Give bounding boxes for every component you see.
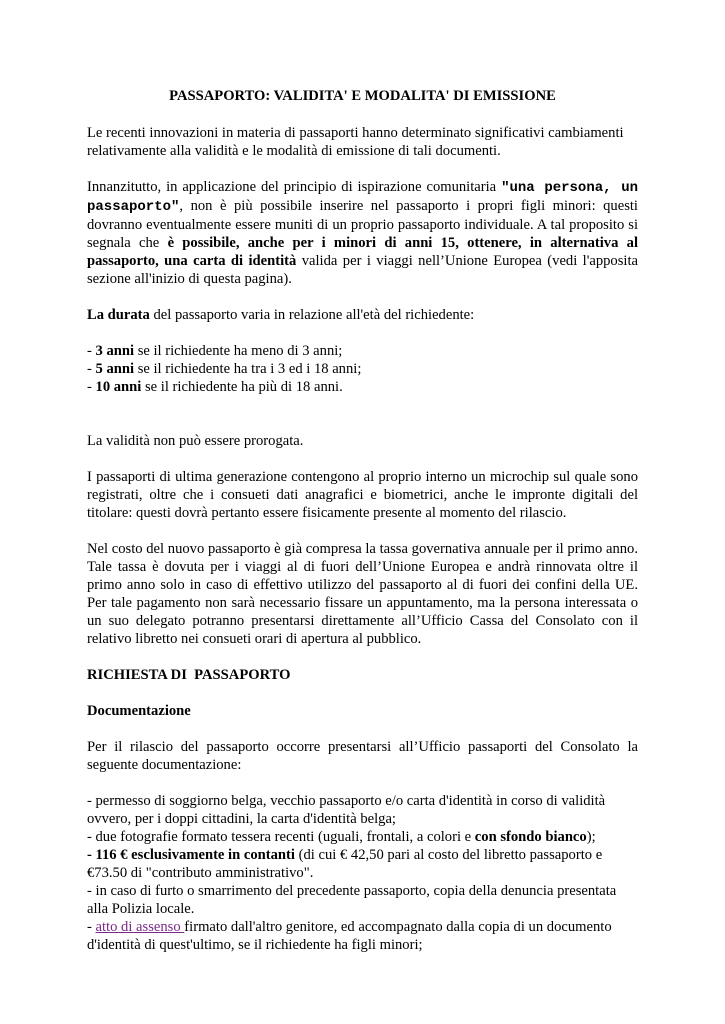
duration-value: 3 anni [95, 343, 135, 359]
microchip-paragraph: I passaporti di ultima generazione contengono al proprio interno un microchip sul quale sono registrati, oltre che i consueti dati anagrafici e biometrici, anche le impronte digitali del titolare: questi dovrà pertanto essere fisicamente presente al momento del rilascio. [87, 469, 638, 521]
duration-condition: se il richiedente ha tra i 3 ed i 18 anni; [134, 361, 362, 377]
duration-condition: se il richiedente ha meno di 3 anni; [134, 343, 343, 359]
document-item [87, 828, 638, 846]
extension-paragraph: La validità non può essere prorogata. [87, 433, 304, 449]
duration-list [87, 342, 638, 396]
list-dash: - [87, 343, 96, 359]
duration-item [87, 360, 638, 378]
intro-paragraph: Le recenti innovazioni in materia di passaporti hanno determinato significativi cambiamenti relativamente alla validità e le modalità di emissione di tali documenti. [87, 125, 624, 159]
duration-condition: se il richiedente ha più di 18 anni. [141, 379, 343, 395]
document-highlight: con sfondo bianco [474, 829, 587, 845]
cost-paragraph: Nel costo del nuovo passaporto è già compresa la tassa governativa annuale per il primo anno. Tale tassa è dovuta per i viaggi al di fuori dell’Unione Europea e andrà rinnovata oltre il primo anno solo in caso di effettivo utilizzo del passaporto al di fuori dei confini della UE. Per tale pagamento non sarà necessario fissare un appuntamento, ma la persona interessata o un suo delegato potranno presentarsi direttamente all’Ufficio Cassa del Consolato con il relativo libretto nei consueti orari di apertura al pubblico. [87, 541, 638, 647]
duration-intro [87, 306, 638, 324]
list-dash: - [87, 919, 96, 935]
document-item: - in caso di furto o smarrimento del precedente passaporto, copia della denuncia presentata alla Polizia locale. [87, 883, 617, 917]
document-item: - permesso di soggiorno belga, vecchio passaporto e/o carta d'identità in corso di validità ovvero, per i doppi cittadini, la carta d'identità belga; [87, 793, 606, 827]
duration-label: La durata [87, 307, 150, 323]
release-paragraph: Per il rilascio del passaporto occorre presentarsi all’Ufficio passaporti del Consolato la seguente documentazione: [87, 739, 638, 773]
list-dash: - [87, 379, 96, 395]
principle-paragraph [87, 178, 638, 288]
consent-form-link[interactable]: atto di assenso [95, 919, 185, 935]
principle-highlight: è possibile, anche per i minori di anni 15, ottenere, in alternativa al passaporto, una carta di identità [87, 235, 638, 269]
request-heading: RICHIESTA DI PASSAPORTO [87, 667, 291, 683]
list-dash: - [87, 361, 96, 377]
document-page [87, 87, 638, 954]
document-text: (di cui € 42,50 pari al costo del libretto passaporto e €73.50 di "contributo amministrativo". [87, 847, 603, 881]
principle-text-2: , non è più possibile inserire nel passaporto i propri figli minori: questi dovranno eventualmente essere muniti di un proprio passaporto individuale. A tal proposito si segnala che [87, 198, 638, 251]
principle-quote: "una persona, un passaporto" [87, 180, 638, 215]
duration-item [87, 342, 638, 360]
duration-text: del passaporto varia in relazione all'età del richiedente: [149, 307, 475, 323]
principle-text-1: Innanzitutto, in applicazione del principio di ispirazione comunitaria [87, 179, 502, 195]
duration-value: 10 anni [95, 379, 142, 395]
document-item [87, 918, 638, 954]
duration-value: 5 anni [95, 361, 135, 377]
spacer [87, 414, 638, 432]
duration-item [87, 378, 638, 396]
document-highlight: - 116 € esclusivamente in contanti [87, 847, 295, 863]
document-text: - due fotografie formato tessera recenti (uguali, frontali, a colori e [87, 829, 475, 845]
documents-list [87, 792, 638, 954]
documentation-heading: Documentazione [87, 703, 191, 719]
page-title: PASSAPORTO: VALIDITA' E MODALITA' DI EMISSIONE [169, 88, 556, 104]
principle-text-3: valida per i viaggi nell’Unione Europea (vedi l'apposita sezione all'inizio di questa pagina). [87, 253, 638, 287]
document-item [87, 846, 638, 882]
document-text: ); [586, 829, 596, 845]
document-text: firmato dall'altro genitore, ed accompagnato dalla copia di un documento d'identità di quest'ultimo, se il richiedente ha figli minori; [87, 919, 612, 953]
